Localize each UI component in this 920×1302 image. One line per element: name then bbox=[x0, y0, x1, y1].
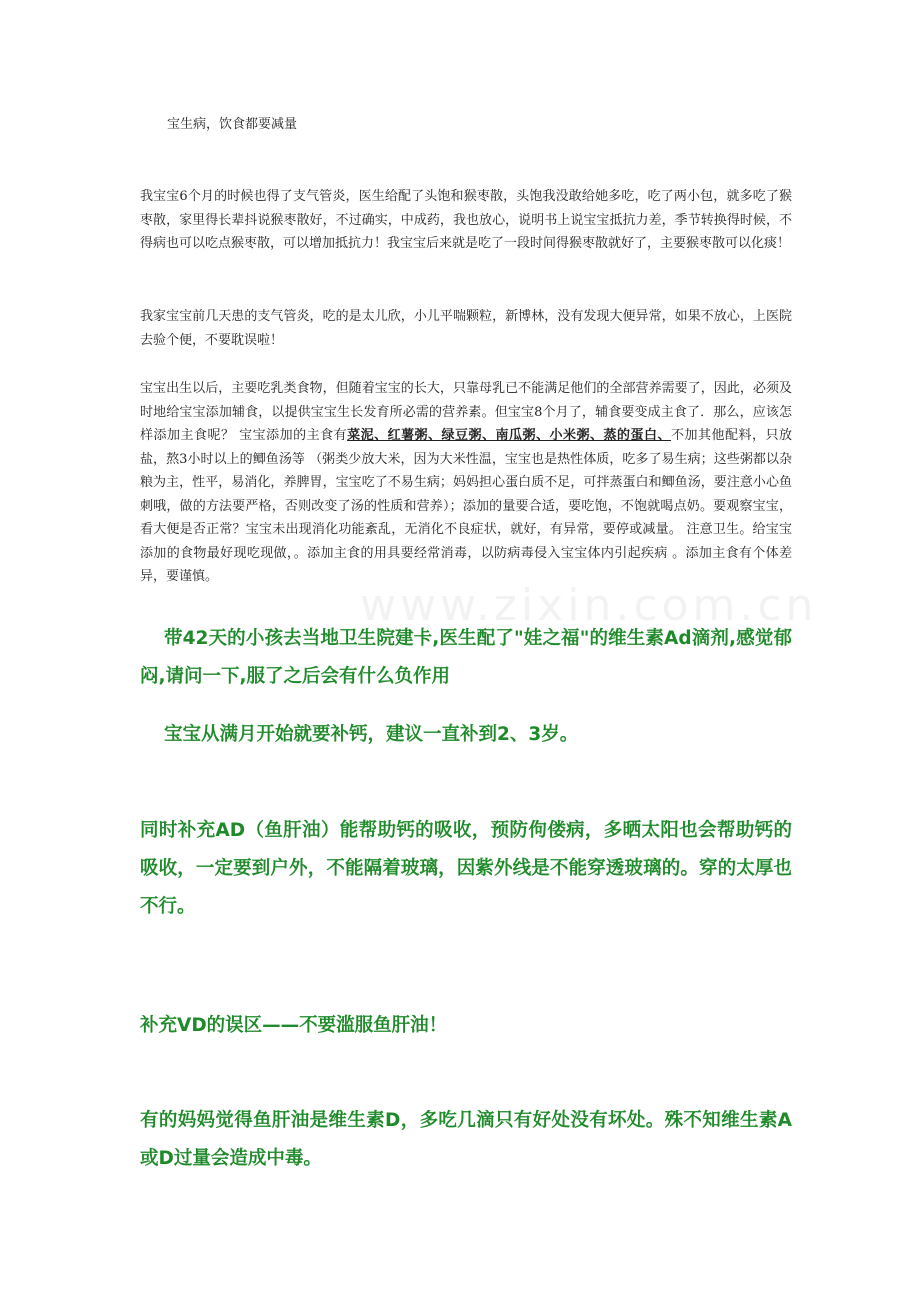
answer-overdose: 有的妈妈觉得鱼肝油是维生素D，多吃几滴只有好处没有坏处。殊不知维生素A或D过量会造成中毒。 bbox=[140, 1110, 792, 1169]
paragraph-1: 我宝宝6个月的时候也得了支气管炎，医生给配了头饱和猴枣散，头饱我没敢给她多吃，吃了两小包，就多吃了猴枣散，家里得长辈抖说猴枣散好，不过确实，中成药，我也放心，说明书上说宝宝抵抗力差，季节转换得时候，不得病也可以吃点猴枣散，可以增加抵抗力！我宝宝后来就是吃了一段时间得猴枣散就好了，主要猴枣散可以化痰！ bbox=[140, 189, 792, 251]
vd-misconception-heading: 补充VD的误区——不要滥服鱼肝油！ bbox=[140, 1015, 448, 1036]
watermark: www.zixin.com.cn bbox=[360, 580, 818, 631]
paragraph-3-intro: 宝宝出生以后，主要吃乳类食物，但随着宝宝的长大，只靠母乳已不能满足他们的全部营养需要了，因此，必须及时地给宝宝添加辅食，以提供宝宝生长发育所必需的营养素。但宝宝8个月了，辅食要变成主食了．那么，应该怎样添加主食呢？ 宝宝添加的主食有 bbox=[140, 381, 792, 443]
paragraph-3 bbox=[140, 377, 792, 589]
question-paragraph: 带42天的小孩去当地卫生院建卡,医生配了"娃之福"的维生素Ad滴剂,感觉郁闷,请问一下,服了之后会有什么负作用 bbox=[140, 628, 792, 687]
answer-calcium: 宝宝从满月开始就要补钙，建议一直补到2、3岁。 bbox=[164, 724, 579, 745]
paragraph-3-rest: 不加其他配料，只放盐，熬3小时以上的鲫鱼汤等 （粥类少放大米，因为大米性温，宝宝也是热性体质，吃多了易生病；这些粥都以杂粮为主，性平，易消化，养脾胃，宝宝吃了不易生病；妈妈担心蛋白质不足，可拌蒸蛋白和鲫鱼汤，要注意小心鱼刺哦，做的方法要严格，否则改变了汤的性质和营养）；添加的量要合适，要吃饱，不饱就喝点奶。要观察宝宝，看大便是否正常？宝宝未出现消化功能紊乱，无消化不良症状，就好，有异常，要停或减量。 注意卫生。给宝宝添加的食物最好现吃现做，。添加主食的用具要经常消毒，以防病毒侵入宝宝体内引起疾病 。添加主食有个体差异，要谨慎。 bbox=[140, 428, 792, 584]
paragraph-2: 我家宝宝前几天患的支气管炎，吃的是太儿欣，小儿平喘颗粒，新博林，没有发现大便异常，如果不放心，上医院去验个便，不要耽误啦！ bbox=[140, 309, 792, 348]
section-heading: 宝生病，饮食都要减量 bbox=[167, 117, 298, 132]
answer-ad: 同时补充AD（鱼肝油）能帮助钙的吸收，预防佝偻病，多晒太阳也会帮助钙的吸收，一定要到户外，不能隔着玻璃，因紫外线是不能穿透玻璃的。穿的太厚也不行。 bbox=[140, 820, 792, 917]
paragraph-3-food-list: 菜泥、红薯粥、绿豆粥、南瓜粥、小米粥、蒸的蛋白、 bbox=[347, 428, 671, 443]
